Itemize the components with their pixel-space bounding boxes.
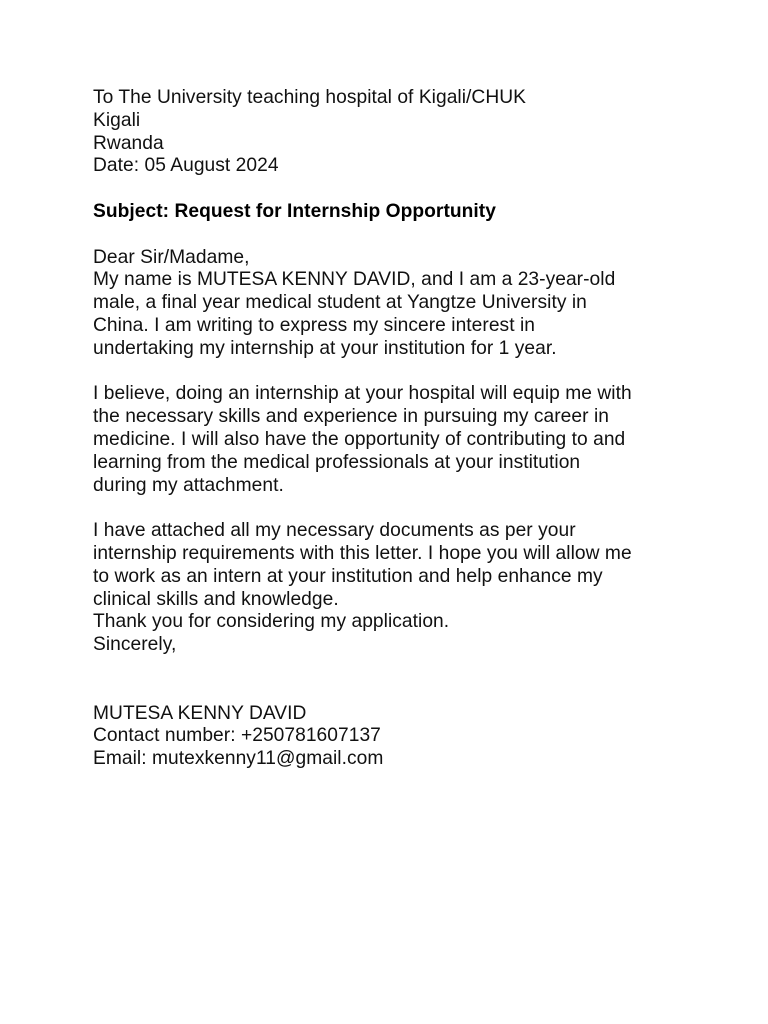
spacer	[93, 178, 693, 201]
spacer	[93, 361, 693, 384]
salutation: Dear Sir/Madame,	[93, 246, 250, 268]
contact-email: Email: mutexkenny11@gmail.com	[93, 748, 384, 770]
letter-subject: Subject: Request for Internship Opportunity	[93, 200, 496, 222]
paragraph-introduction	[93, 269, 693, 360]
letter-body	[93, 87, 693, 771]
closing-signoff: Sincerely,	[93, 634, 177, 656]
paragraph-line: I have attached all my necessary documents as per your	[93, 520, 576, 542]
recipient-country: Rwanda	[93, 132, 164, 154]
spacer	[93, 497, 693, 520]
recipient-city: Kigali	[93, 109, 141, 131]
paragraph-line: learning from the medical professionals at your institution	[93, 451, 581, 473]
paragraph-line: male, a final year medical student at Yangtze University in	[93, 292, 587, 314]
paragraph-line: I believe, doing an internship at your hospital will equip me with	[93, 383, 632, 405]
paragraph-line: medicine. I will also have the opportunity of contributing to and	[93, 428, 626, 450]
contact-number: Contact number: +250781607137	[93, 725, 381, 747]
signature-name: MUTESA KENNY DAVID	[93, 702, 307, 724]
paragraph-line: to work as an intern at your institution and help enhance my	[93, 565, 603, 587]
paragraph-line: My name is MUTESA KENNY DAVID, and I am a 23-year-old	[93, 269, 616, 291]
recipient-line: To The University teaching hospital of Kigali/CHUK	[93, 87, 526, 108]
paragraph-line: internship requirements with this letter. I hope you will allow me	[93, 542, 632, 564]
paragraph-line: China. I am writing to express my sincere interest in	[93, 314, 535, 336]
paragraph-attachments	[93, 520, 693, 611]
paragraph-line: during my attachment.	[93, 474, 284, 496]
paragraph-line: the necessary skills and experience in pursuing my career in	[93, 406, 609, 428]
paragraph-line: clinical skills and knowledge.	[93, 588, 339, 610]
paragraph-line: undertaking my internship at your institution for 1 year.	[93, 337, 557, 359]
closing-thanks: Thank you for considering my application.	[93, 611, 450, 633]
recipient-block	[93, 87, 693, 178]
paragraph-motivation	[93, 383, 693, 497]
letter-date: Date: 05 August 2024	[93, 155, 279, 177]
signature-space	[93, 657, 693, 703]
spacer	[93, 224, 693, 247]
signature-block	[93, 703, 693, 771]
